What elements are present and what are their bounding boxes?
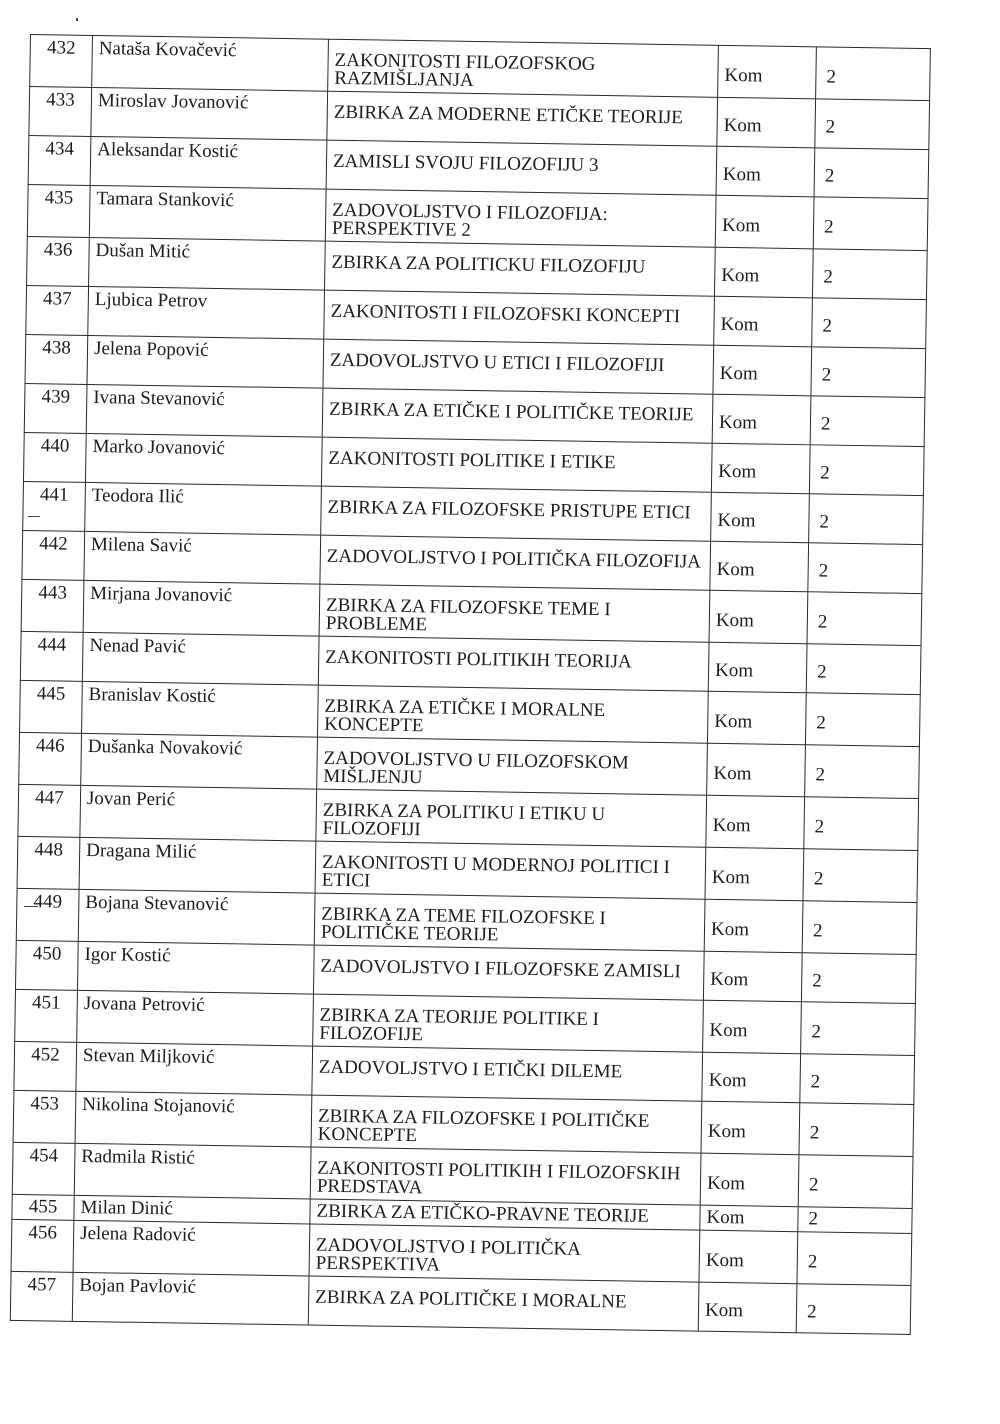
book-title-cell: ZAKONITOSTI I FILOZOFSKI KONCEPTI (324, 290, 715, 345)
document-sheet (10, 34, 930, 1335)
items-table (10, 34, 931, 1335)
row-number-cell: 436 (27, 236, 90, 286)
quantity-cell: 2 (805, 693, 920, 747)
person-name-cell: Milan Dinić (74, 1195, 310, 1224)
book-title-cell: ZADOVOLJSTVO I FILOZOFSKE ZAMISLI (313, 945, 704, 1000)
person-name-cell: Stevan Miljković (76, 1042, 313, 1095)
quantity-cell: 2 (804, 797, 919, 851)
unit-cell: Kom (699, 1230, 798, 1284)
row-number-cell: 455 (12, 1194, 74, 1220)
quantity-cell: 2 (815, 99, 930, 150)
row-number-cell: 440 (23, 432, 86, 482)
unit-cell: Kom (703, 1000, 802, 1054)
quantity-cell: 2 (816, 47, 931, 101)
unit-cell: Kom (704, 899, 803, 953)
quantity-cell: 2 (798, 1207, 912, 1234)
person-name-cell: Dušanka Novaković (81, 733, 318, 789)
quantity-cell: 2 (813, 197, 928, 251)
book-title-cell: ZBIRKA ZA FILOZOFSKE I POLITIČKE KONCEPTE (311, 1095, 702, 1153)
unit-cell: Kom (701, 1101, 800, 1155)
row-number-cell: 444 (20, 631, 83, 681)
quantity-cell: 2 (814, 148, 929, 199)
unit-cell: Kom (711, 492, 810, 543)
scan-speck (76, 18, 78, 21)
row-number-cell: 433 (29, 87, 92, 137)
unit-cell: Kom (700, 1205, 798, 1232)
unit-cell: Kom (718, 45, 817, 99)
unit-cell: Kom (698, 1282, 797, 1333)
row-number-cell: 434 (28, 135, 91, 185)
quantity-cell: 2 (801, 1002, 916, 1056)
person-name-cell: Nenad Pavić (82, 632, 319, 685)
quantity-cell: 2 (805, 745, 920, 799)
quantity-cell: 2 (797, 1232, 912, 1286)
quantity-cell: 2 (809, 445, 924, 496)
book-title-cell: ZBIRKA ZA FILOZOFSKE PRISTUPE ETICI (321, 486, 712, 541)
unit-cell: Kom (708, 642, 807, 693)
quantity-cell: 2 (810, 396, 925, 447)
person-name-cell: Bojan Pavlović (72, 1272, 309, 1325)
person-name-cell: Jelena Popović (87, 335, 324, 388)
unit-cell: Kom (715, 195, 814, 249)
book-title-cell: ZBIRKA ZA MODERNE ETIČKE TEORIJE (327, 91, 718, 146)
row-number-cell: 454 (12, 1142, 75, 1195)
book-title-cell: ZBIRKA ZA POLITICKU FILOZOFIJU (325, 241, 716, 296)
unit-cell: Kom (710, 541, 809, 592)
book-title-cell: ZAKONITOSTI U MODERNOJ POLITICI I ETICI (315, 841, 706, 899)
quantity-cell: 2 (800, 1054, 915, 1105)
book-title-cell: ZAKONITOSTI FILOZOFSKOG RAZMIŠLJANJA (328, 39, 719, 97)
book-title-cell: ZAKONITOSTI POLITIKE I ETIKE (321, 437, 712, 492)
unit-cell: Kom (714, 247, 813, 298)
unit-cell: Kom (709, 590, 808, 644)
person-name-cell: Tamara Stanković (89, 185, 326, 241)
person-name-cell: Mirjana Jovanović (83, 580, 320, 636)
book-title-cell: ZBIRKA ZA POLITIČKE I MORALNE (308, 1276, 699, 1331)
book-title-cell: ZAMISLI SVOJU FILOZOFIJU 3 (326, 140, 717, 195)
row-number-cell: 452 (14, 1041, 77, 1091)
person-name-cell: Nataša Kovačević (92, 35, 329, 91)
quantity-cell: 2 (811, 347, 926, 398)
row-number-cell: 451 (15, 989, 78, 1042)
unit-cell: Kom (717, 97, 816, 148)
row-number-cell: 432 (30, 35, 93, 88)
unit-cell: Kom (706, 795, 805, 849)
unit-cell: Kom (716, 146, 815, 197)
person-name-cell: Jovan Perić (80, 785, 317, 841)
quantity-cell: 2 (808, 543, 923, 594)
unit-cell: Kom (711, 443, 810, 494)
row-number-cell: 456 (11, 1219, 74, 1272)
book-title-cell: ZADOVOLJSTVO I POLITIČKA PERSPEKTIVA (309, 1224, 700, 1282)
person-name-cell: Dušan Mitić (89, 237, 326, 290)
unit-cell: Kom (707, 743, 806, 797)
quantity-cell: 2 (812, 249, 927, 300)
row-number-cell: 446 (19, 732, 82, 785)
unit-cell: Kom (707, 691, 806, 745)
quantity-cell: 2 (809, 494, 924, 545)
person-name-cell: Aleksandar Kostić (90, 136, 327, 189)
unit-cell: Kom (703, 951, 802, 1002)
book-title-cell: ZAKONITOSTI POLITIKIH I FILOZOFSKIH PREDSTAVA (310, 1147, 701, 1205)
book-title-cell: ZADOVOLJSTVO I POLITIČKA FILOZOFIJA (320, 535, 711, 590)
unit-cell: Kom (714, 296, 813, 347)
book-title-cell: ZADOVOLJSTVO U FILOZOFSKOM MIŠLJENJU (317, 737, 708, 795)
person-name-cell: Marko Jovanović (85, 433, 322, 486)
person-name-cell: Milena Savić (84, 531, 321, 584)
row-number-cell: 448 (17, 836, 80, 889)
book-title-cell: ZADOVOLJSTVO I ETIČKI DILEME (312, 1046, 703, 1101)
book-title-cell: ZBIRKA ZA ETIČKE I MORALNE KONCEPTE (317, 685, 708, 743)
book-title-cell: ZBIRKA ZA ETIČKE I POLITIČKE TEORIJE (322, 388, 713, 443)
row-number-cell: 441 (23, 481, 86, 531)
row-number-cell: 457 (10, 1271, 73, 1321)
book-title-cell: ZBIRKA ZA TEORIJE POLITIKE I FILOZOFIJE (313, 994, 704, 1052)
person-name-cell: Teodora Ilić (85, 482, 322, 535)
row-number-cell: 450 (15, 940, 78, 990)
book-title-cell: ZADOVOLJSTVO U ETICI I FILOZOFIJI (323, 339, 714, 394)
quantity-cell: 2 (802, 901, 917, 955)
unit-cell: Kom (713, 345, 812, 396)
row-number-cell: 438 (25, 334, 88, 384)
items-table-body (10, 35, 930, 1335)
person-name-cell: Dragana Milić (79, 837, 316, 893)
person-name-cell: Jovana Petrović (77, 990, 314, 1046)
book-title-cell: ZADOVOLJSTVO I FILOZOFIJA: PERSPEKTIVE 2 (325, 189, 716, 247)
row-number-cell: 449 (16, 888, 79, 941)
unit-cell: Kom (712, 394, 811, 445)
book-title-cell: ZBIRKA ZA FILOZOFSKE TEME I PROBLEME (319, 584, 710, 642)
unit-cell: Kom (705, 847, 804, 901)
person-name-cell: Ivana Stevanović (86, 384, 323, 437)
book-title-cell: ZBIRKA ZA TEME FILOZOFSKE I POLITIČKE TEORIJE (314, 893, 705, 951)
book-title-cell: ZBIRKA ZA POLITIKU I ETIKU U FILOZOFIJI (316, 789, 707, 847)
row-number-cell: 453 (13, 1090, 76, 1143)
unit-cell: Kom (700, 1153, 799, 1207)
quantity-cell: 2 (803, 849, 918, 903)
unit-cell: Kom (702, 1052, 801, 1103)
person-name-cell: Miroslav Jovanović (91, 87, 328, 140)
quantity-cell: 2 (806, 644, 921, 695)
row-number-cell: 435 (27, 184, 90, 237)
quantity-cell: 2 (801, 953, 916, 1004)
person-name-cell: Branislav Kostić (82, 681, 319, 737)
person-name-cell: Radmila Ristić (74, 1143, 311, 1199)
row-number-cell: 447 (18, 784, 81, 837)
quantity-cell: 2 (799, 1103, 914, 1157)
person-name-cell: Nikolina Stojanović (75, 1091, 312, 1147)
row-number-cell: 437 (26, 285, 89, 335)
person-name-cell: Igor Kostić (77, 941, 314, 994)
row-number-cell: 439 (24, 383, 87, 433)
quantity-cell: 2 (807, 592, 922, 646)
row-number-cell: 443 (21, 579, 84, 632)
book-title-cell: ZBIRKA ZA ETIČKO-PRAVNE TEORIJE (310, 1199, 700, 1230)
row-number-cell: 442 (22, 530, 85, 580)
quantity-cell: 2 (812, 298, 927, 349)
person-name-cell: Bojana Stevanović (78, 889, 315, 945)
quantity-cell: 2 (796, 1284, 911, 1335)
person-name-cell: Jelena Radović (73, 1220, 310, 1276)
quantity-cell: 2 (798, 1155, 913, 1209)
book-title-cell: ZAKONITOSTI POLITIKIH TEORIJA (318, 636, 709, 691)
row-number-cell: 445 (20, 680, 83, 733)
person-name-cell: Ljubica Petrov (88, 286, 325, 339)
